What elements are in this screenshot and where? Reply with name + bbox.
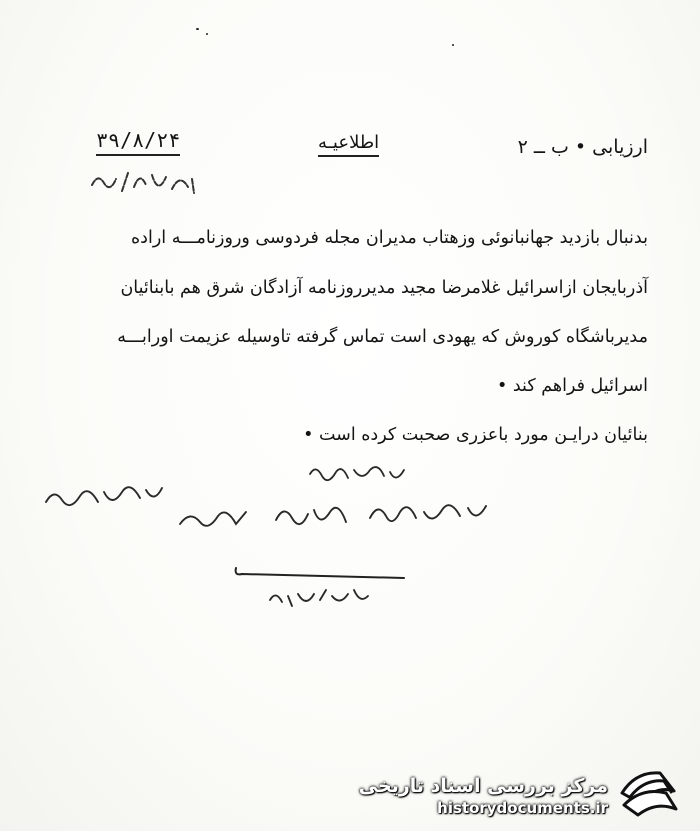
scan-speck [206, 33, 208, 35]
body-line: مدیرباشگاه کوروش که یهودی است تماس گرفته تاوسیله عزیمت اورابـــه [117, 327, 648, 347]
document-date: ۳۹/۸/۲۴ [96, 128, 180, 156]
body-line: اسرائیل فراهم کند • [496, 376, 648, 396]
document-title: اطلاعیـه [318, 132, 379, 157]
scan-speck [452, 44, 454, 46]
body-line: بدنبال بازدید جهانبانوئی وزهتاب مدیران مجله فردوسی وروزنامـــه اراده [131, 228, 648, 248]
signature-underline [228, 560, 408, 620]
handwritten-annotation [40, 462, 510, 557]
watermark-text [359, 775, 608, 817]
book-logo-icon [616, 763, 682, 819]
handwritten-date-scribble [88, 165, 198, 203]
body-line: بنائیان درایـن مورد باعزری صحبت کرده است • [303, 425, 648, 445]
watermark-title: مرکز بررسی اسناد تاریخی [358, 775, 608, 797]
document-reference: ارزیابی • ب ــ ۲ [517, 136, 648, 158]
watermark-url: historydocuments.ir [437, 799, 608, 817]
scan-speck [196, 28, 199, 30]
body-line: آذربایجان ازاسرائیل غلامرضا مجید مدیرروزنامه آزادگان شرق هم بابنائیان [120, 278, 648, 298]
